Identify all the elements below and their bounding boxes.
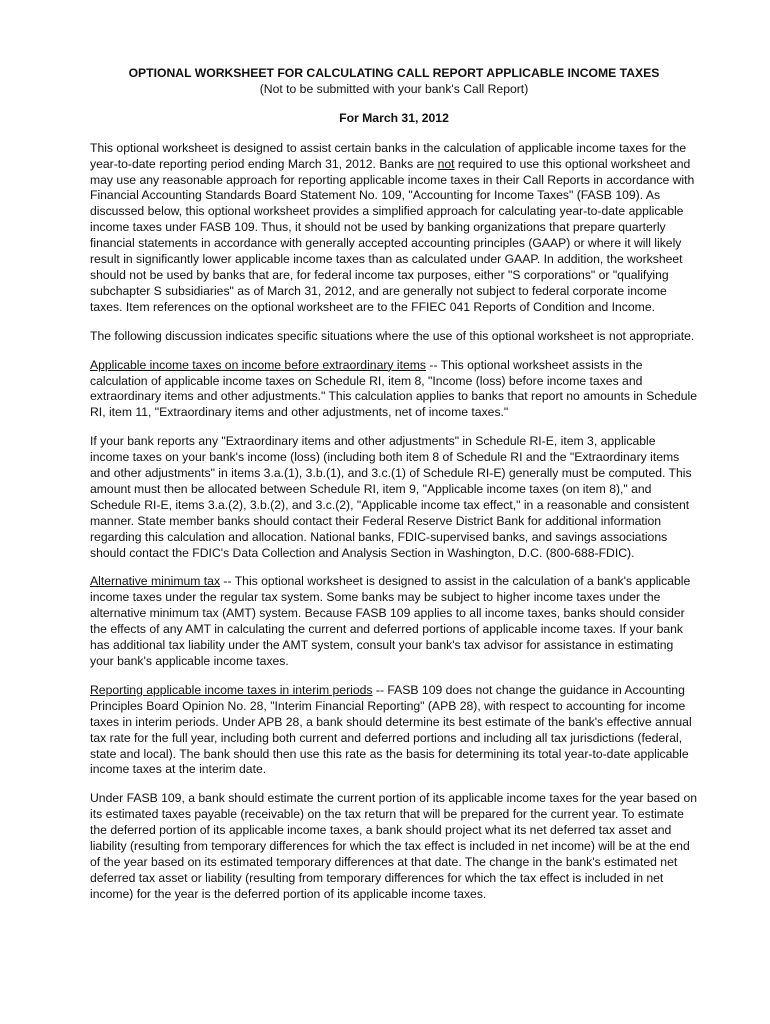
document-page xyxy=(90,66,698,916)
document-title: OPTIONAL WORKSHEET FOR CALCULATING CALL REPORT APPLICABLE INCOME TAXES xyxy=(128,66,660,80)
amt-heading: Alternative minimum tax xyxy=(90,574,221,589)
document-subtitle: (Not to be submitted with your bank's Call Report) xyxy=(259,81,529,96)
extraordinary-items-heading: Applicable income taxes on income before extraordinary items xyxy=(90,357,427,372)
extraordinary-items-text: -- This optional worksheet assists in the calculation of applicable income taxes on Schedule RI, item 8, "Income (loss) before income taxes and extraordinary items and other adjustments." This calculation applies to banks that report no amounts in Schedule RI, item 11, "Extraordinary items and other adjustments, net of income taxes." xyxy=(90,357,698,420)
interim-periods-text: -- FASB 109 does not change the guidance in Accounting Principles Board Opinion No. 28, "Interim Financial Reporting" (APB 28), with respect to accounting for income taxes in interim periods. Under APB 28, a bank should determine its best estimate of the bank's effective annual tax rate for the full year, including both current and deferred portions and including all tax jurisdictions (federal, state and local). The bank should then use this rate as the basis for determining its total year-to-date applicable income taxes at the interim date. xyxy=(90,682,692,777)
intro-text-2: required to use this optional worksheet and may use any reasonable approach for reporting applicable income taxes in their Call Reports in accordance with Financial Accounting Standards Board Statement No. 109, "Accounting for Income Taxes" (FASB 109). As discussed below, this optional worksheet provides a simplified approach for calculating year-to-date applicable income taxes under FASB 109. Thus, it should not be used by banking organizations that prepare quarterly financial statements in accordance with generally accepted accounting principles (GAAP) or where it will likely result in significantly lower applicable income taxes than as calculated under GAAP. In addition, the worksheet should not be used by banks that are, for federal income tax purposes, either "S corporations" or "qualifying subchapter S subsidiaries" as of March 31, 2012, and are generally not subject to federal corporate income taxes. Item references on the optional worksheet are to the FFIEC 041 Reports of Condition and Income. xyxy=(90,156,695,314)
extraordinary-items-paragraph xyxy=(90,358,698,422)
interim-periods-paragraph xyxy=(90,683,698,778)
intro-text-1: This optional worksheet is designed to assist certain banks in the calculation of applicable income taxes for the year-to-date reporting period ending March 31, 2012. Banks are xyxy=(90,140,687,171)
report-date: For March 31, 2012 xyxy=(339,110,449,125)
intro-emphasis: not xyxy=(437,156,455,171)
fasb-estimate-paragraph: Under FASB 109, a bank should estimate the current portion of its applicable income taxes for the year based on its estimated taxes payable (receivable) on the tax return that will be prepared for the current year. To estimate the deferred portion of its applicable income taxes, a bank should project what its net deferred tax asset and liability (resulting from temporary differences for which the tax effect is included in net income) will be at the end of the year based on its estimated temporary differences at that date. The change in the bank's estimated net deferred tax asset or liability (resulting from temporary differences for which the tax effect is included in net income) for the year is the deferred portion of its applicable income taxes. xyxy=(90,791,698,901)
amt-paragraph xyxy=(90,574,698,669)
interim-periods-heading: Reporting applicable income taxes in interim periods xyxy=(90,682,373,697)
intro-paragraph xyxy=(90,141,698,316)
extraordinary-followup-paragraph: If your bank reports any "Extraordinary items and other adjustments" in Schedule RI-E, item 3, applicable income taxes on your bank's income (loss) (including both item 8 of Schedule RI and the "Extraordinary items and other adjustments" in items 3.a.(1), 3.b.(1), and 3.c.(1) of Schedule RI-E) generally must be computed. This amount must then be allocated between Schedule RI, item 9, "Applicable income taxes (on item 8)," and Schedule RI-E, items 3.a.(2), 3.b.(2), and 3.c.(2), "Applicable income tax effect," in a reasonable and consistent manner. State member banks should contact their Federal Reserve District Bank for additional information regarding this calculation and allocation. National banks, FDIC-supervised banks, and savings associations should contact the FDIC's Data Collection and Analysis Section in Washington, D.C. (800-688-FDIC). xyxy=(90,434,692,560)
amt-text: -- This optional worksheet is designed to assist in the calculation of a bank's applicable income taxes under the regular tax system. Some banks may be subject to higher income taxes under the alternative minimum tax (AMT) system. Because FASB 109 applies to all income taxes, banks should consider the effects of any AMT in calculating the current and deferred portions of applicable income taxes. If your bank has additional tax liability under the AMT system, consult your bank's tax advisor for assistance in estimating your bank's applicable income taxes. xyxy=(90,574,691,668)
discussion-intro-paragraph: The following discussion indicates specific situations where the use of this optional worksheet is not appropriate. xyxy=(90,328,695,343)
